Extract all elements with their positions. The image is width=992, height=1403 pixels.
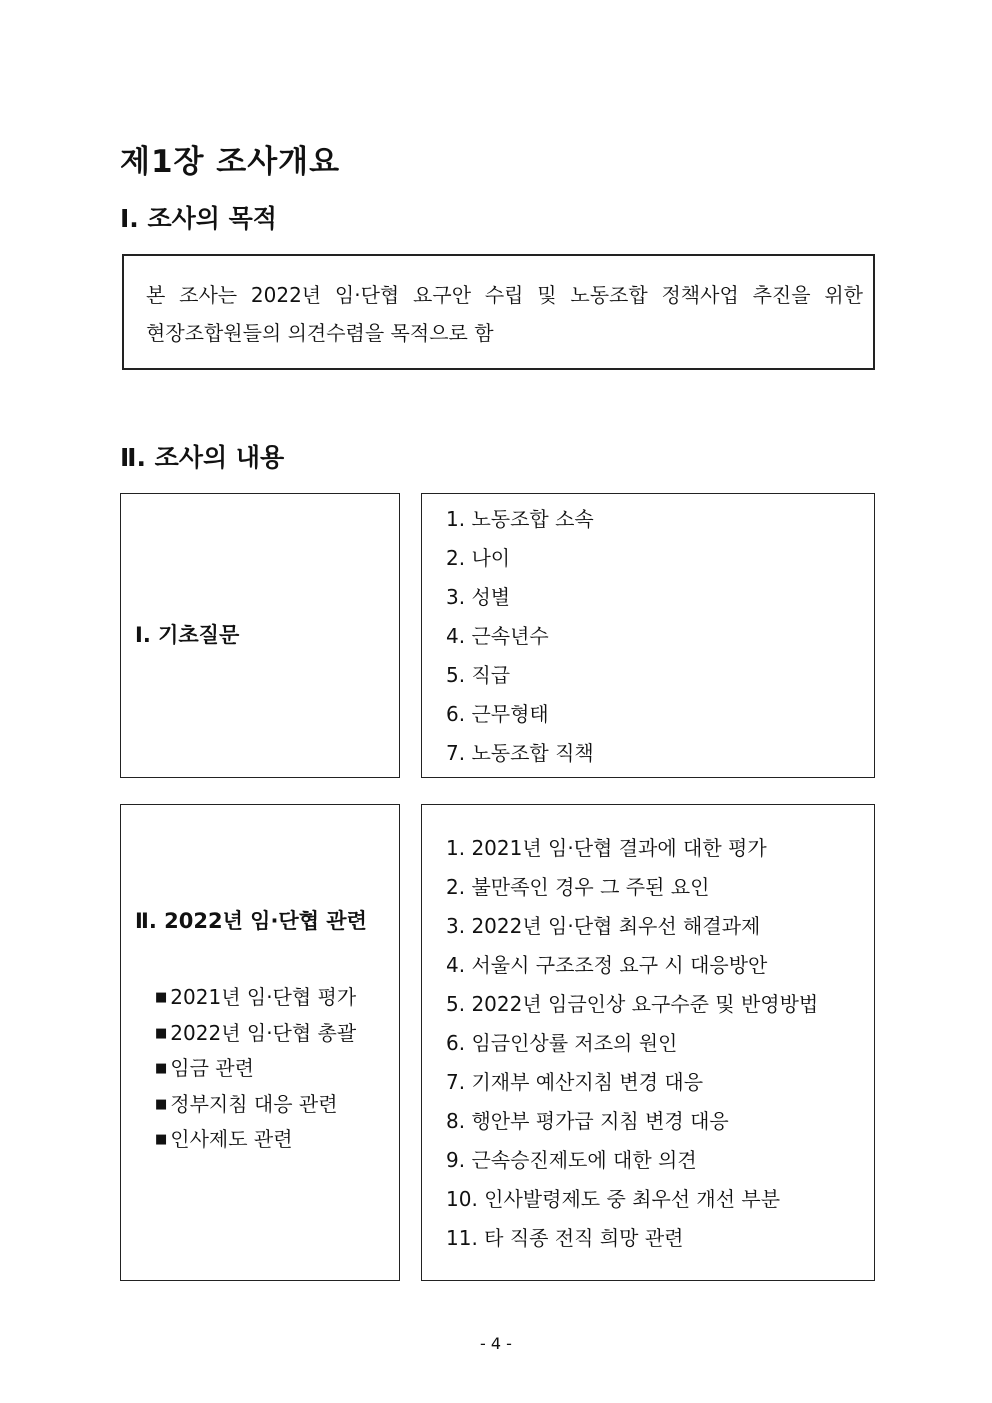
square-bullet-icon: ■ — [155, 1096, 168, 1112]
purpose-box — [122, 254, 875, 370]
square-bullet-icon: ■ — [155, 1132, 168, 1147]
question-item: 8. 행안부 평가급 지침 변경 대응 — [446, 1109, 729, 1133]
purpose-text-line-2: 현장조합원들의 의견수렴을 목적으로 함 — [146, 321, 494, 345]
subtopic-label: 인사제도 관련 — [170, 1127, 293, 1151]
section-title-contents: Ⅱ. 조사의 내용 — [120, 443, 285, 472]
question-item: 9. 근속승진제도에 대한 의견 — [446, 1148, 697, 1172]
subtopic-item — [155, 980, 356, 1016]
question-item: 2. 나이 — [446, 546, 511, 570]
question-item: 5. 2022년 임금인상 요구수준 및 반영방법 — [446, 992, 819, 1016]
question-item: 1. 노동조합 소속 — [446, 507, 594, 531]
question-item: 4. 서울시 구조조정 요구 시 대응방안 — [446, 953, 768, 977]
category-box-2022-negotiation — [120, 804, 400, 1281]
question-item: 7. 노동조합 직책 — [446, 741, 594, 765]
category-title: Ⅱ. 2022년 임·단협 관련 — [135, 909, 367, 933]
question-item: 3. 성별 — [446, 585, 511, 609]
question-item: 4. 근속년수 — [446, 624, 549, 648]
subtopic-label: 임금 관련 — [170, 1056, 254, 1080]
item-box-2022-negotiation — [421, 804, 875, 1281]
category-box-basic-questions — [120, 493, 400, 778]
chapter-title: 제1장 조사개요 — [120, 144, 341, 180]
subtopic-item — [155, 1122, 356, 1158]
subtopic-label: 2021년 임·단협 평가 — [170, 985, 357, 1009]
item-box-basic-questions — [421, 493, 875, 778]
subtopic-item — [155, 1087, 356, 1123]
subtopic-item — [155, 1051, 356, 1087]
subtopic-label: 정부지침 대응 관련 — [170, 1091, 338, 1116]
subtopic-label: 2022년 임·단협 총괄 — [170, 1020, 357, 1045]
subtopic-item — [155, 1016, 356, 1052]
subtopic-list — [155, 980, 356, 1158]
square-bullet-icon: ■ — [155, 990, 168, 1005]
question-item: 11. 타 직종 전직 희망 관련 — [446, 1226, 684, 1250]
category-title: Ⅰ. 기초질문 — [135, 623, 240, 647]
question-item: 5. 직급 — [446, 663, 511, 687]
question-item: 1. 2021년 임·단협 결과에 대한 평가 — [446, 836, 767, 860]
question-item: 6. 임금인상률 저조의 원인 — [446, 1031, 678, 1055]
question-list — [446, 829, 818, 1258]
square-bullet-icon: ■ — [155, 1025, 168, 1041]
question-item: 7. 기재부 예산지침 변경 대응 — [446, 1070, 704, 1094]
question-list — [446, 500, 594, 773]
question-item: 3. 2022년 임·단협 최우선 해결과제 — [446, 914, 761, 938]
purpose-text-line-1: 본 조사는 2022년 임·단협 요구안 수립 및 노동조합 정책사업 추진을 위한 — [146, 283, 863, 307]
page-number: - 4 - — [480, 1334, 512, 1353]
question-item: 6. 근무형태 — [446, 702, 549, 726]
question-item: 10. 인사발령제도 중 최우선 개선 부분 — [446, 1187, 781, 1211]
section-title-purpose: Ⅰ. 조사의 목적 — [120, 204, 277, 233]
square-bullet-icon: ■ — [155, 1061, 168, 1076]
question-item: 2. 불만족인 경우 그 주된 요인 — [446, 875, 710, 899]
